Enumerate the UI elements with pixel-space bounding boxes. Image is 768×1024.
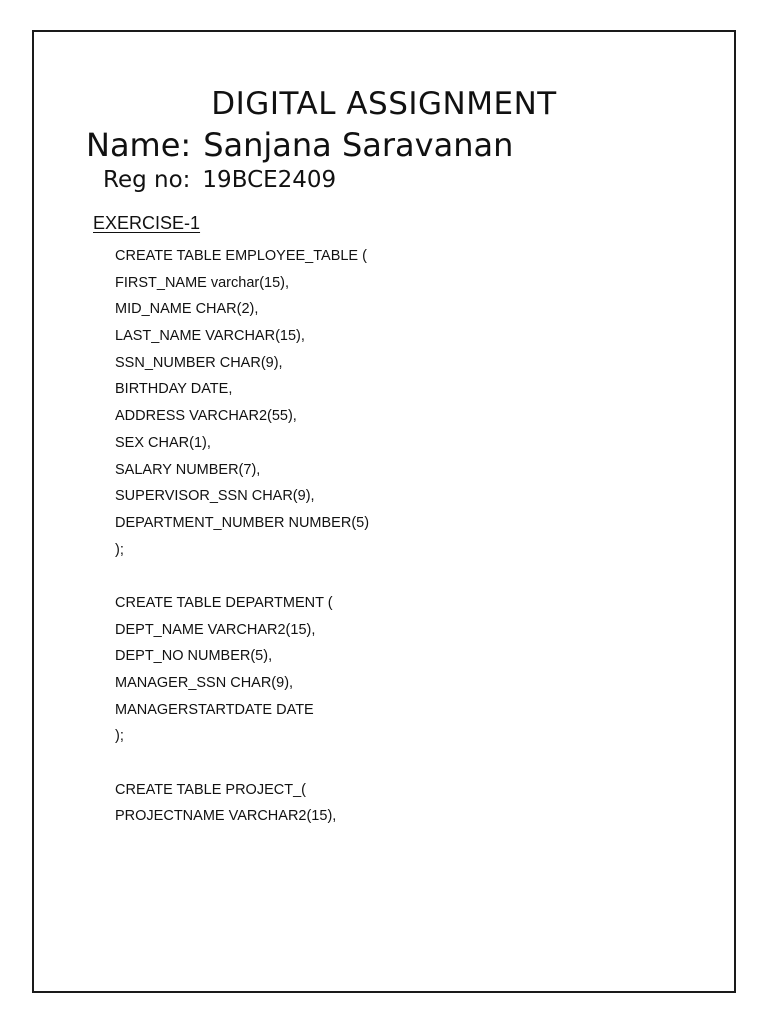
reg-line (103, 167, 336, 193)
code-line: MANAGER_SSN CHAR(9), (115, 675, 294, 691)
code-line: DEPT_NO NUMBER(5), (115, 648, 273, 665)
code-line: DEPARTMENT_NUMBER NUMBER(5) (115, 514, 370, 531)
document-title: DIGITAL ASSIGNMENT (211, 86, 557, 122)
name-value: Sanjana Saravanan (203, 126, 514, 164)
code-line: ); (115, 728, 124, 745)
code-line: DEPT_NAME VARCHAR2(15), (115, 621, 316, 638)
reg-value: 19BCE2409 (202, 167, 337, 193)
code-line (115, 753, 369, 780)
code-line: CREATE TABLE EMPLOYEE_TABLE ( (115, 248, 367, 264)
code-line: SUPERVISOR_SSN CHAR(9), (115, 488, 315, 505)
sql-code-block (115, 246, 369, 833)
code-line: SSN_NUMBER CHAR(9), (115, 354, 283, 371)
reg-label: Reg no: (103, 167, 191, 193)
code-line (115, 566, 369, 593)
code-line: CREATE TABLE PROJECT_( (115, 781, 306, 798)
code-line: SALARY NUMBER(7), (115, 461, 261, 478)
code-line: PROJECTNAME VARCHAR2(15), (115, 808, 337, 825)
code-line: FIRST_NAME varchar(15), (115, 274, 290, 291)
code-line: ); (115, 541, 124, 558)
code-line: ADDRESS VARCHAR2(55), (115, 408, 297, 425)
code-line: SEX CHAR(1), (115, 434, 211, 451)
code-line: CREATE TABLE DEPARTMENT ( (115, 594, 333, 611)
name-label: Name: (86, 126, 192, 164)
code-line: MID_NAME CHAR(2), (115, 301, 259, 318)
name-line (86, 126, 513, 164)
exercise-heading: EXERCISE-1 (93, 213, 201, 233)
code-line: BIRTHDAY DATE, (115, 381, 233, 398)
code-line: MANAGERSTARTDATE DATE (115, 701, 314, 718)
code-line: LAST_NAME VARCHAR(15), (115, 328, 305, 345)
